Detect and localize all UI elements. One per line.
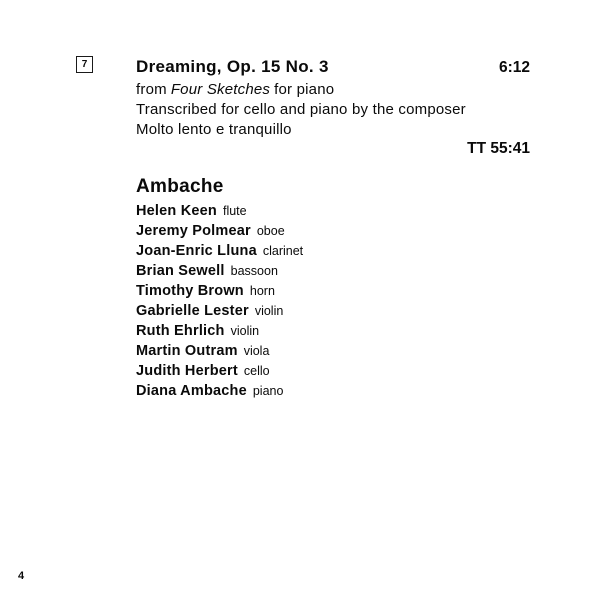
performer-name: Gabrielle Lester (136, 303, 249, 319)
performer-row (136, 261, 530, 281)
performer-row (136, 321, 530, 341)
performer-name: Jeremy Polmear (136, 223, 251, 239)
track-tempo-line: Molto lento e tranquillo (136, 121, 292, 138)
performer-instrument: clarinet (262, 244, 304, 258)
performer-instrument: horn (249, 284, 275, 298)
performer-name: Joan-Enric Lluna (136, 243, 257, 259)
track-duration: 6:12 (498, 59, 530, 76)
performer-instrument: violin (230, 324, 260, 338)
track-title-row (136, 57, 530, 77)
performer-instrument: viola (243, 344, 270, 358)
performer-instrument: cello (243, 364, 270, 378)
performer-name: Timothy Brown (136, 283, 244, 299)
performer-row (136, 361, 530, 381)
track-title: Dreaming, Op. 15 No. 3 (136, 57, 329, 76)
performer-name: Helen Keen (136, 203, 217, 219)
performer-row (136, 381, 530, 401)
source-prefix: from (136, 81, 167, 98)
performer-row (136, 241, 530, 261)
performer-row (136, 221, 530, 241)
performer-name: Ruth Ehrlich (136, 323, 225, 339)
source-suffix: for piano (274, 81, 335, 98)
total-time: TT 55:41 (467, 140, 530, 157)
performer-name: Martin Outram (136, 343, 238, 359)
ensemble-name: Ambache (136, 176, 224, 197)
performer-name: Diana Ambache (136, 383, 247, 399)
performer-row (136, 301, 530, 321)
performer-name: Judith Herbert (136, 363, 238, 379)
performer-name: Brian Sewell (136, 263, 225, 279)
performer-row (136, 281, 530, 301)
track-source-line (136, 81, 530, 98)
performers-list (136, 201, 530, 401)
track-number-box (76, 56, 93, 73)
performer-row (136, 201, 530, 221)
track-number: 7 (81, 59, 88, 70)
source-work-title: Four Sketches (170, 81, 271, 98)
performer-instrument: piano (252, 384, 284, 398)
track-transcription-line: Transcribed for cello and piano by the composer (136, 101, 466, 118)
performer-instrument: flute (222, 204, 247, 218)
page-number: 4 (18, 570, 25, 582)
performer-instrument: violin (254, 304, 284, 318)
performer-instrument: bassoon (230, 264, 278, 278)
performer-instrument: oboe (256, 224, 285, 238)
performer-row (136, 341, 530, 361)
